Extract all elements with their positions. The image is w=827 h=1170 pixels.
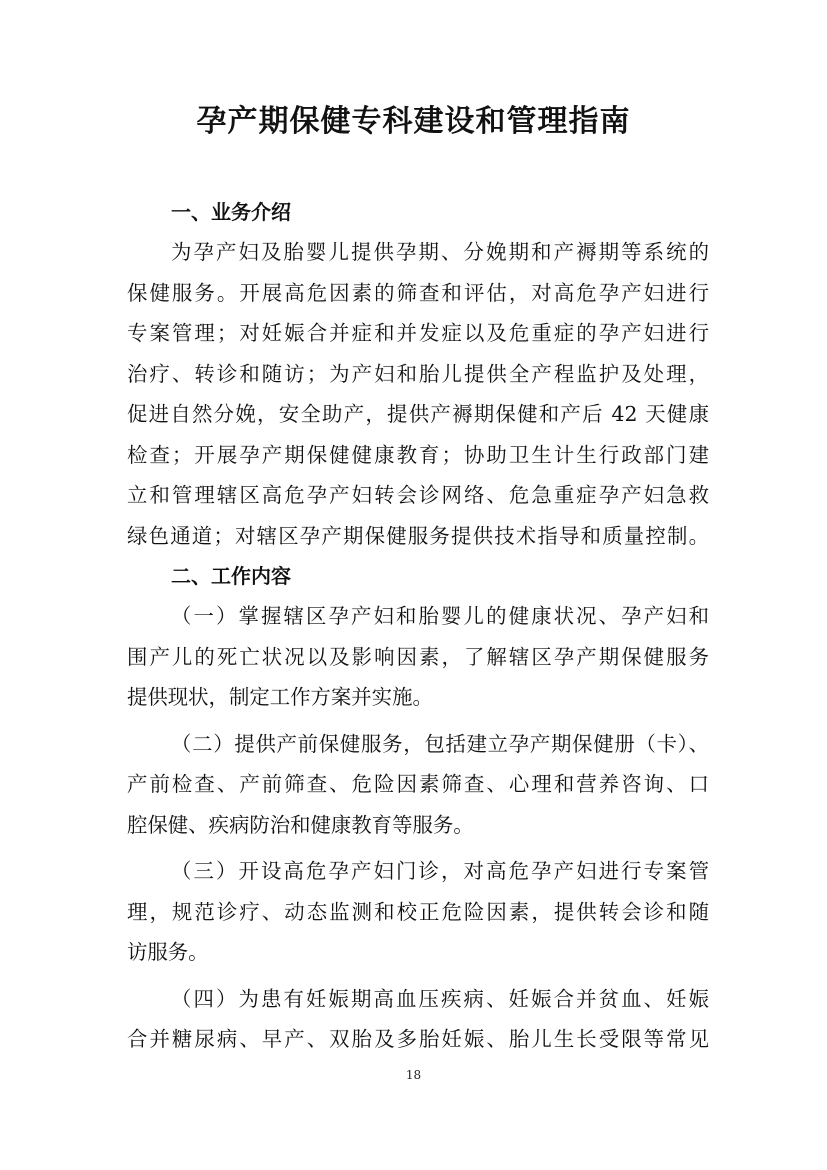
paragraph-item-1	[127, 596, 709, 718]
paragraph-line: 访服务。	[127, 940, 209, 964]
document-title: 孕产期保健专科建设和管理指南	[196, 104, 631, 139]
paragraph-line: （三）开设高危孕产妇门诊，对高危孕产妇进行专案管	[171, 859, 709, 883]
paragraph-line: （二）提供产前保健服务，包括建立孕产期保健册（卡）、	[171, 731, 709, 756]
paragraph-line: 腔保健、疾病防治和健康教育等服务。	[127, 812, 474, 837]
paragraph-line: 产前检查、产前筛查、危险因素筛查、心理和营养咨询、口	[127, 772, 709, 796]
paragraph-line: 促进自然分娩，安全助产，提供产褥期保健和产后 42 天健康	[127, 402, 709, 426]
paragraph-item-3	[127, 851, 709, 973]
paragraph-line: 专案管理；对妊娠合并症和并发症以及危重症的孕产妇进行	[127, 321, 709, 345]
paragraph-business-intro	[127, 232, 709, 556]
page-number: 18	[405, 1068, 422, 1082]
paragraph-line: 绿色通道；对辖区孕产期保健服务提供技术指导和质量控制。	[127, 523, 709, 548]
paragraph-line: 保健服务。开展高危因素的筛查和评估，对高危孕产妇进行	[127, 280, 709, 305]
paragraph-line: 立和管理辖区高危孕产妇转会诊网络、危急重症孕产妇急救	[127, 483, 709, 507]
paragraph-line: 提供现状，制定工作方案并实施。	[127, 685, 433, 709]
document-body	[127, 192, 709, 1060]
paragraph-line: 检查；开展孕产期保健健康教育；协助卫生计生行政部门建	[127, 442, 709, 467]
paragraph-line: （一）掌握辖区孕产妇和胎婴儿的健康状况、孕产妇和	[171, 604, 709, 628]
section-heading-work-content: 二、工作内容	[171, 564, 291, 588]
paragraph-item-4	[127, 979, 709, 1060]
paragraph-line: 理，规范诊疗、动态监测和校正危险因素，提供转会诊和随	[127, 899, 709, 924]
paragraph-line: 治疗、转诊和随访；为产妇和胎儿提供全产程监护及处理，	[127, 361, 709, 386]
paragraph-item-2	[127, 724, 709, 846]
paragraph-line: 合并糖尿病、早产、双胎及多胎妊娠、胎儿生长受限等常见	[127, 1027, 709, 1051]
section-heading-business-intro: 一、业务介绍	[171, 200, 291, 224]
paragraph-line: 为孕产妇及胎婴儿提供孕期、分娩期和产褥期等系统的	[171, 240, 709, 264]
paragraph-line: （四）为患有妊娠期高血压疾病、妊娠合并贫血、妊娠	[171, 986, 709, 1011]
paragraph-line: 围产儿的死亡状况以及影响因素，了解辖区孕产期保健服务	[127, 644, 709, 669]
